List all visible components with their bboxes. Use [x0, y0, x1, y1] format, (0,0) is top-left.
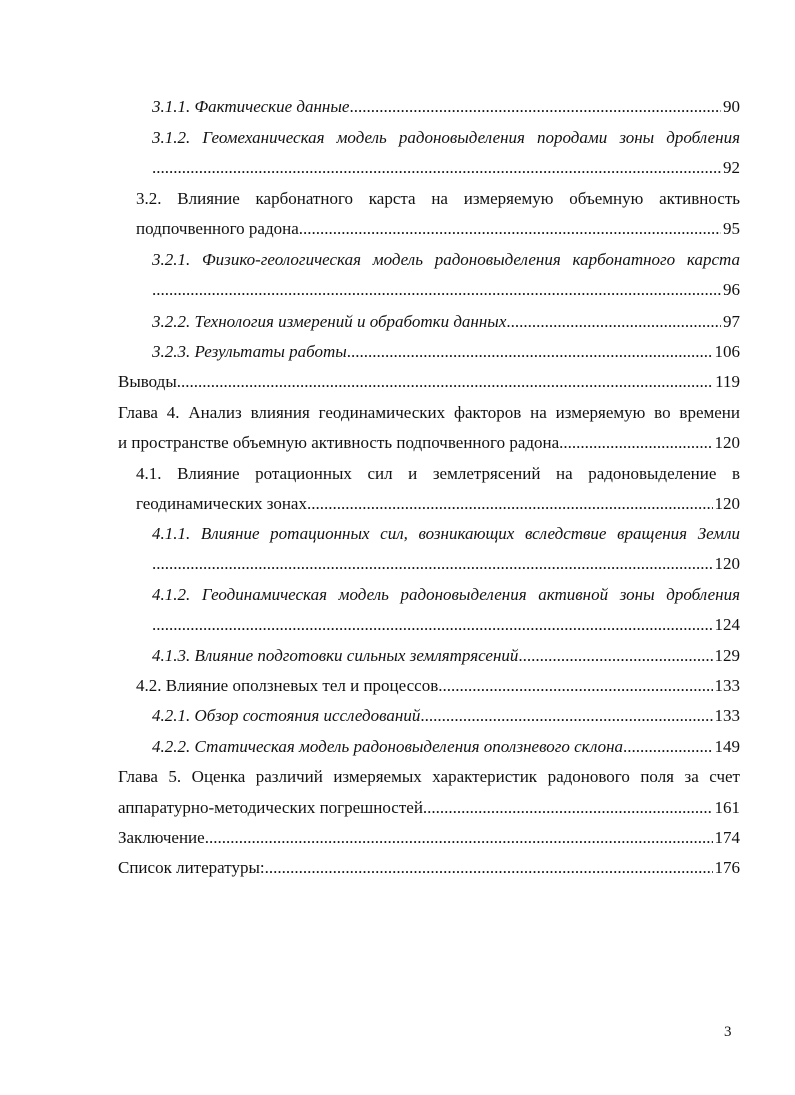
- toc-page-number: 149: [714, 737, 740, 756]
- toc-page-number: 161: [714, 798, 740, 817]
- toc-page-number: 176: [714, 858, 740, 877]
- toc-page-number: 120: [714, 433, 740, 452]
- dot-leader: [152, 551, 713, 577]
- dot-leader: [205, 825, 713, 851]
- toc-page-number: 174: [714, 828, 740, 847]
- toc-title: 4.1.1. Влияние ротационных сил, возникающих вследствие вращения Земли: [152, 524, 740, 543]
- toc-title: Выводы: [118, 372, 177, 391]
- dot-leader: [623, 734, 712, 760]
- dot-leader: [438, 673, 712, 699]
- toc-page-number: 92: [723, 158, 740, 177]
- page-number: 3: [724, 1024, 732, 1040]
- dot-leader: [347, 339, 713, 365]
- toc-title: Список литературы:: [118, 858, 265, 877]
- toc-page-number: 106: [714, 342, 740, 361]
- toc-title-line1: Глава 5. Оценка различий измеряемых характеристик радонового поля за счет: [118, 767, 740, 786]
- toc-title-line2: геодинамических зонах: [136, 494, 307, 513]
- toc-title: 4.1.2. Геодинамическая модель радоновыделения активной зоны дробления: [152, 585, 740, 604]
- toc-page-number: 90: [723, 97, 740, 116]
- toc-page-number: 120: [714, 554, 740, 573]
- toc-title: 4.1.3. Влияние подготовки сильных землятрясений: [152, 646, 519, 665]
- toc-title: 4.2. Влияние оползневых тел и процессов: [136, 676, 439, 695]
- toc-title-line1: 4.1. Влияние ротационных сил и землетрясений на радоновыделение в: [136, 464, 740, 483]
- toc-title: 3.2.3. Результаты работы: [152, 342, 347, 361]
- toc-page-number: 97: [723, 312, 740, 331]
- dot-leader: [559, 430, 712, 456]
- toc-title: 3.1.2. Геомеханическая модель радоновыделения породами зоны дробления: [152, 128, 740, 147]
- toc-page-number: 119: [715, 372, 740, 391]
- toc-title: 4.2.2. Статическая модель радоновыделения оползневого склона: [152, 737, 624, 756]
- dot-leader: [506, 309, 721, 335]
- dot-leader: [152, 155, 721, 181]
- toc-title-line1: Глава 4. Анализ влияния геодинамических факторов на измеряемую во времени: [118, 403, 740, 422]
- toc-page-number: 124: [714, 615, 740, 634]
- toc-title: 3.2.2. Технология измерений и обработки данных: [152, 312, 507, 331]
- toc-title: Заключение: [118, 828, 205, 847]
- dot-leader: [423, 795, 713, 821]
- toc-title: 3.1.1. Фактические данные: [152, 97, 350, 116]
- toc-page-number: 133: [714, 676, 740, 695]
- toc-title: 3.2.1. Физико-геологическая модель радоновыделения карбонатного карста: [152, 250, 740, 269]
- dot-leader: [299, 216, 721, 242]
- toc-page-number: 96: [723, 280, 740, 299]
- toc-title: 4.2.1. Обзор состояния исследований: [152, 706, 421, 725]
- toc-title-line2: и пространстве объемную активность подпочвенного радона: [118, 433, 560, 452]
- dot-leader: [307, 491, 713, 517]
- toc-page-number: 120: [714, 494, 740, 513]
- dot-leader: [152, 277, 721, 303]
- dot-leader: [518, 643, 712, 669]
- dot-leader: [265, 855, 713, 881]
- toc-page-number: 95: [723, 219, 740, 238]
- toc-title-line1: 3.2. Влияние карбонатного карста на измеряемую объемную активность: [136, 189, 740, 208]
- toc-page-number: 133: [714, 706, 740, 725]
- toc-title-line2: аппаратурно-методических погрешностей: [118, 798, 423, 817]
- dot-leader: [177, 369, 713, 395]
- dot-leader: [420, 703, 712, 729]
- dot-leader: [349, 94, 721, 120]
- dot-leader: [152, 612, 713, 638]
- toc-title-line2: подпочвенного радона: [136, 219, 299, 238]
- toc-page-number: 129: [714, 646, 740, 665]
